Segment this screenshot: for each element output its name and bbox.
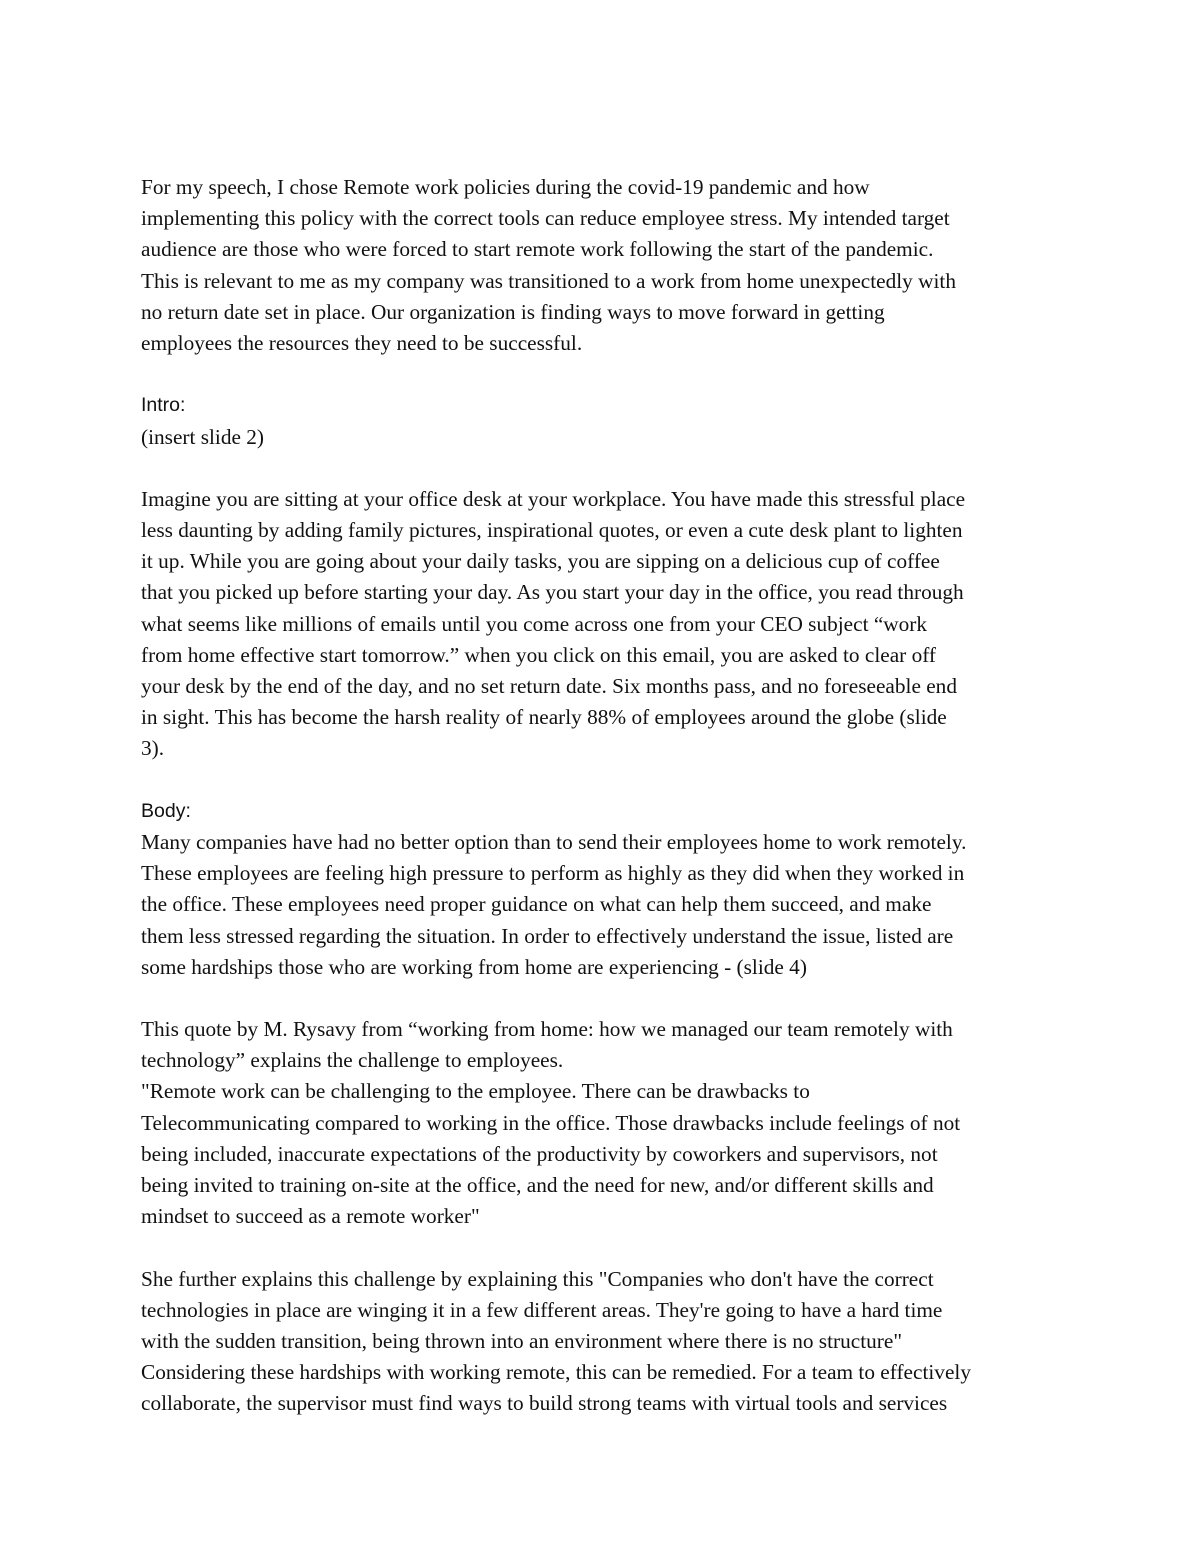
text-line: implementing this policy with the correct tools can reduce employee stress. My intended target <box>141 206 950 231</box>
text-line: from home effective start tomorrow.” when you click on this email, you are asked to clear off <box>141 642 937 667</box>
quote-paragraph <box>141 1014 1071 1232</box>
paragraph-spacer <box>141 765 1071 796</box>
text-line: what seems like millions of emails until you come across one from your CEO subject “work <box>141 611 928 636</box>
text-line: in sight. This has become the harsh reality of nearly 88% of employees around the globe (slide <box>141 705 947 730</box>
text-line: them less stressed regarding the situation. In order to effectively understand the issue, listed are <box>141 923 954 948</box>
body-heading: Body: <box>141 799 191 822</box>
text-line: Considering these hardships with working remote, this can be remedied. For a team to effectively <box>141 1360 971 1385</box>
text-line: This quote by M. Rysavy from “working from home: how we managed our team remotely with <box>141 1017 953 1042</box>
document-body <box>141 172 1071 1420</box>
intro-heading: Intro: <box>141 394 186 417</box>
text-line: being invited to training on-site at the office, and the need for new, and/or different skills and <box>141 1173 934 1197</box>
text-line: 3). <box>141 736 165 761</box>
text-line: the office. These employees need proper guidance on what can help them succeed, and make <box>141 892 932 917</box>
text-line: This is relevant to me as my company was transitioned to a work from home unexpectedly with <box>141 268 957 293</box>
text-line: collaborate, the supervisor must find ways to build strong teams with virtual tools and services <box>141 1391 948 1416</box>
text-line: employees the resources they need to be successful. <box>141 330 583 355</box>
paragraph-spacer <box>141 983 1071 1014</box>
text-line: technology” explains the challenge to employees. <box>141 1048 564 1073</box>
intro-paragraph <box>141 484 1071 765</box>
text-line: it up. While you are going about your daily tasks, you are sipping on a delicious cup of coffee <box>141 549 940 574</box>
text-line: Many companies have had no better option than to send their employees home to work remotely. <box>141 829 967 854</box>
text-line: your desk by the end of the day, and no set return date. Six months pass, and no foreseeable end <box>141 674 957 698</box>
paragraph-spacer <box>141 359 1071 390</box>
text-line: some hardships those who are working from home are experiencing - (slide 4) <box>141 954 807 979</box>
text-line: "Remote work can be challenging to the employee. There can be drawbacks to <box>141 1079 810 1104</box>
intro-slide-note: (insert slide 2) <box>141 424 265 449</box>
paragraph-spacer <box>141 1232 1071 1263</box>
text-line: no return date set in place. Our organization is finding ways to move forward in getting <box>141 299 885 324</box>
text-line: being included, inaccurate expectations of the productivity by coworkers and supervisors, not <box>141 1141 938 1166</box>
text-line: She further explains this challenge by explaining this "Companies who don't have the correct <box>141 1266 934 1291</box>
text-line: These employees are feeling high pressure to perform as highly as they did when they worked in <box>141 861 965 886</box>
text-line: Telecommunicating compared to working in the office. Those drawbacks include feelings of not <box>141 1110 961 1135</box>
paragraph-spacer <box>141 453 1071 484</box>
purpose-paragraph <box>141 172 1071 359</box>
text-line: Imagine you are sitting at your office desk at your workplace. You have made this stressful place <box>141 486 966 511</box>
text-line: For my speech, I chose Remote work policies during the covid-19 pandemic and how <box>141 175 870 199</box>
text-line: technologies in place are winging it in a few different areas. They're going to have a hard time <box>141 1297 943 1322</box>
text-line: that you picked up before starting your day. As you start your day in the office, you read through <box>141 580 964 605</box>
further-paragraph <box>141 1264 1071 1420</box>
body-paragraph <box>141 827 1071 983</box>
text-line: less daunting by adding family pictures, inspirational quotes, or even a cute desk plant to lighten <box>141 518 963 543</box>
text-line: audience are those who were forced to start remote work following the start of the pandemic. <box>141 237 934 262</box>
text-line: mindset to succeed as a remote worker" <box>141 1204 480 1229</box>
text-line: with the sudden transition, being thrown into an environment where there is no structure" <box>141 1328 903 1353</box>
